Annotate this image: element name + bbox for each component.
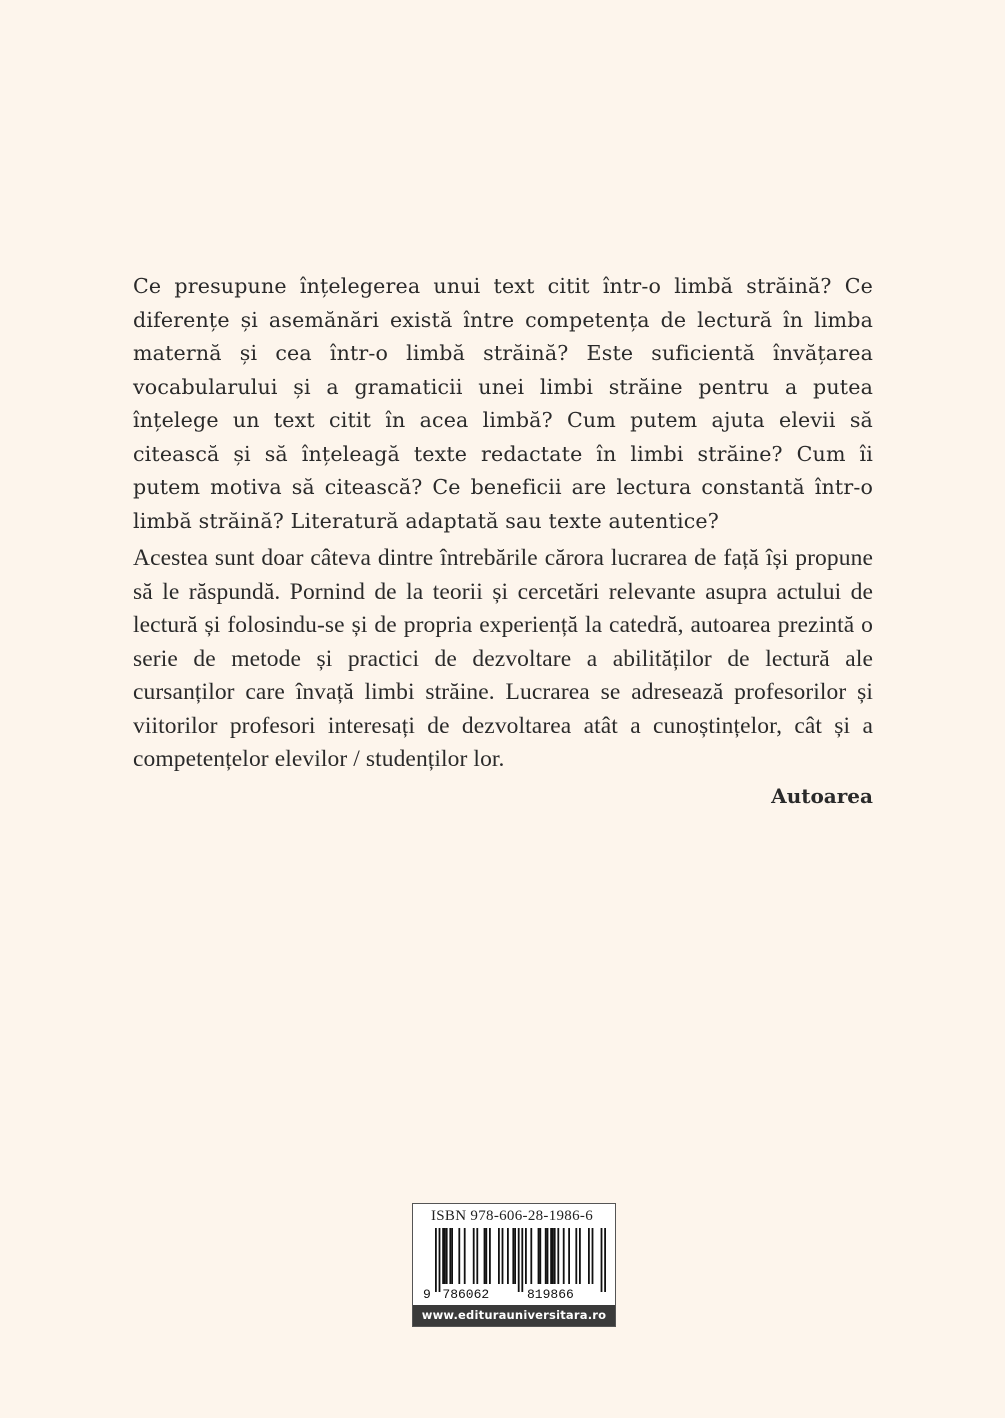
barcode-bar (449, 1228, 451, 1284)
barcode-bar (568, 1228, 570, 1284)
barcode-bar (485, 1228, 487, 1284)
barcode-bar (435, 1228, 437, 1292)
barcode-bar (557, 1228, 559, 1284)
barcode-bar (547, 1228, 549, 1284)
barcode-bar (554, 1228, 556, 1284)
barcode-bar (592, 1228, 594, 1284)
barcode-digits: 819866 (527, 1287, 574, 1302)
barcode-bar (601, 1228, 603, 1292)
barcode-bar (442, 1228, 444, 1284)
back-cover-text (133, 270, 873, 813)
barcode-bar (439, 1228, 441, 1292)
barcode-bar (484, 1228, 486, 1284)
barcode-bar (498, 1228, 500, 1284)
barcode-bar (507, 1228, 509, 1284)
barcode-bar (473, 1228, 475, 1284)
barcode-bar (518, 1228, 520, 1292)
barcode-bar (539, 1228, 541, 1284)
barcode-bar (575, 1228, 577, 1284)
barcode-bar (464, 1228, 466, 1284)
barcode-bar (512, 1228, 514, 1284)
author-signature: Autoarea (771, 783, 873, 808)
barcode-bar (525, 1228, 527, 1284)
barcode-bar (444, 1228, 446, 1284)
barcode-bar (489, 1228, 491, 1284)
barcode-bar (476, 1228, 478, 1284)
barcode-bar (458, 1228, 460, 1284)
barcode-bar (521, 1228, 523, 1292)
isbn-label: ISBN 978-606-28-1986-6 (431, 1208, 594, 1224)
barcode-bar (604, 1228, 606, 1292)
barcode-bar (538, 1228, 540, 1284)
description-paragraph-2: Acestea sunt doar câteva dintre întrebările cărora lucrarea de față își propune să le răspundă. Pornind de la teorii și cercetări relevante asupra actului de lectură și folosindu-se și de propria experiență la catedră, autoarea prezintă o serie de metode și practici de dezvoltare a abilităților de lectură ale cursanților care învață limbi străine. Lucrarea se adresează profesorilor și viitorilor profesori interesați de dezvoltarea atât a cunoștințelor, cât și a competențelor elevilor / studenților lor. (133, 545, 873, 772)
isbn-barcode-block (412, 1203, 616, 1327)
barcode-bar (530, 1228, 532, 1284)
barcode-icon (419, 1226, 609, 1302)
barcode-bar (588, 1228, 590, 1284)
barcode-bar (563, 1228, 565, 1284)
barcode-bar (550, 1228, 552, 1284)
publisher-website: www.editurauniversitara.ro (413, 1305, 615, 1326)
barcode-bar (502, 1228, 504, 1284)
barcode-bar (552, 1228, 554, 1284)
barcode-bar (446, 1228, 448, 1284)
barcode-bar (579, 1228, 581, 1284)
barcode-digits: 9 (423, 1287, 431, 1302)
barcode-bar (545, 1228, 547, 1284)
barcode-digits: 786062 (442, 1287, 490, 1302)
description-paragraph-1: Ce presupune înțelegerea unui text citit într-o limbă străină? Ce diferențe și asemănări există între competența de lectură în limba maternă și cea într-o limbă străină? Este suficientă învățarea vocabularului și a gramaticii unei limbi străine pentru a putea înțelege un text citit în acea limbă? Cum putem ajuta elevii să citească și să înțeleagă texte redactate în limbi străine? Cum îi putem motiva să citească? Ce beneficii are lectura constantă într-o limbă străină? Literatură adaptată sau texte autentice? (133, 274, 873, 533)
barcode-bar (514, 1228, 516, 1284)
barcode-bar (451, 1228, 453, 1284)
